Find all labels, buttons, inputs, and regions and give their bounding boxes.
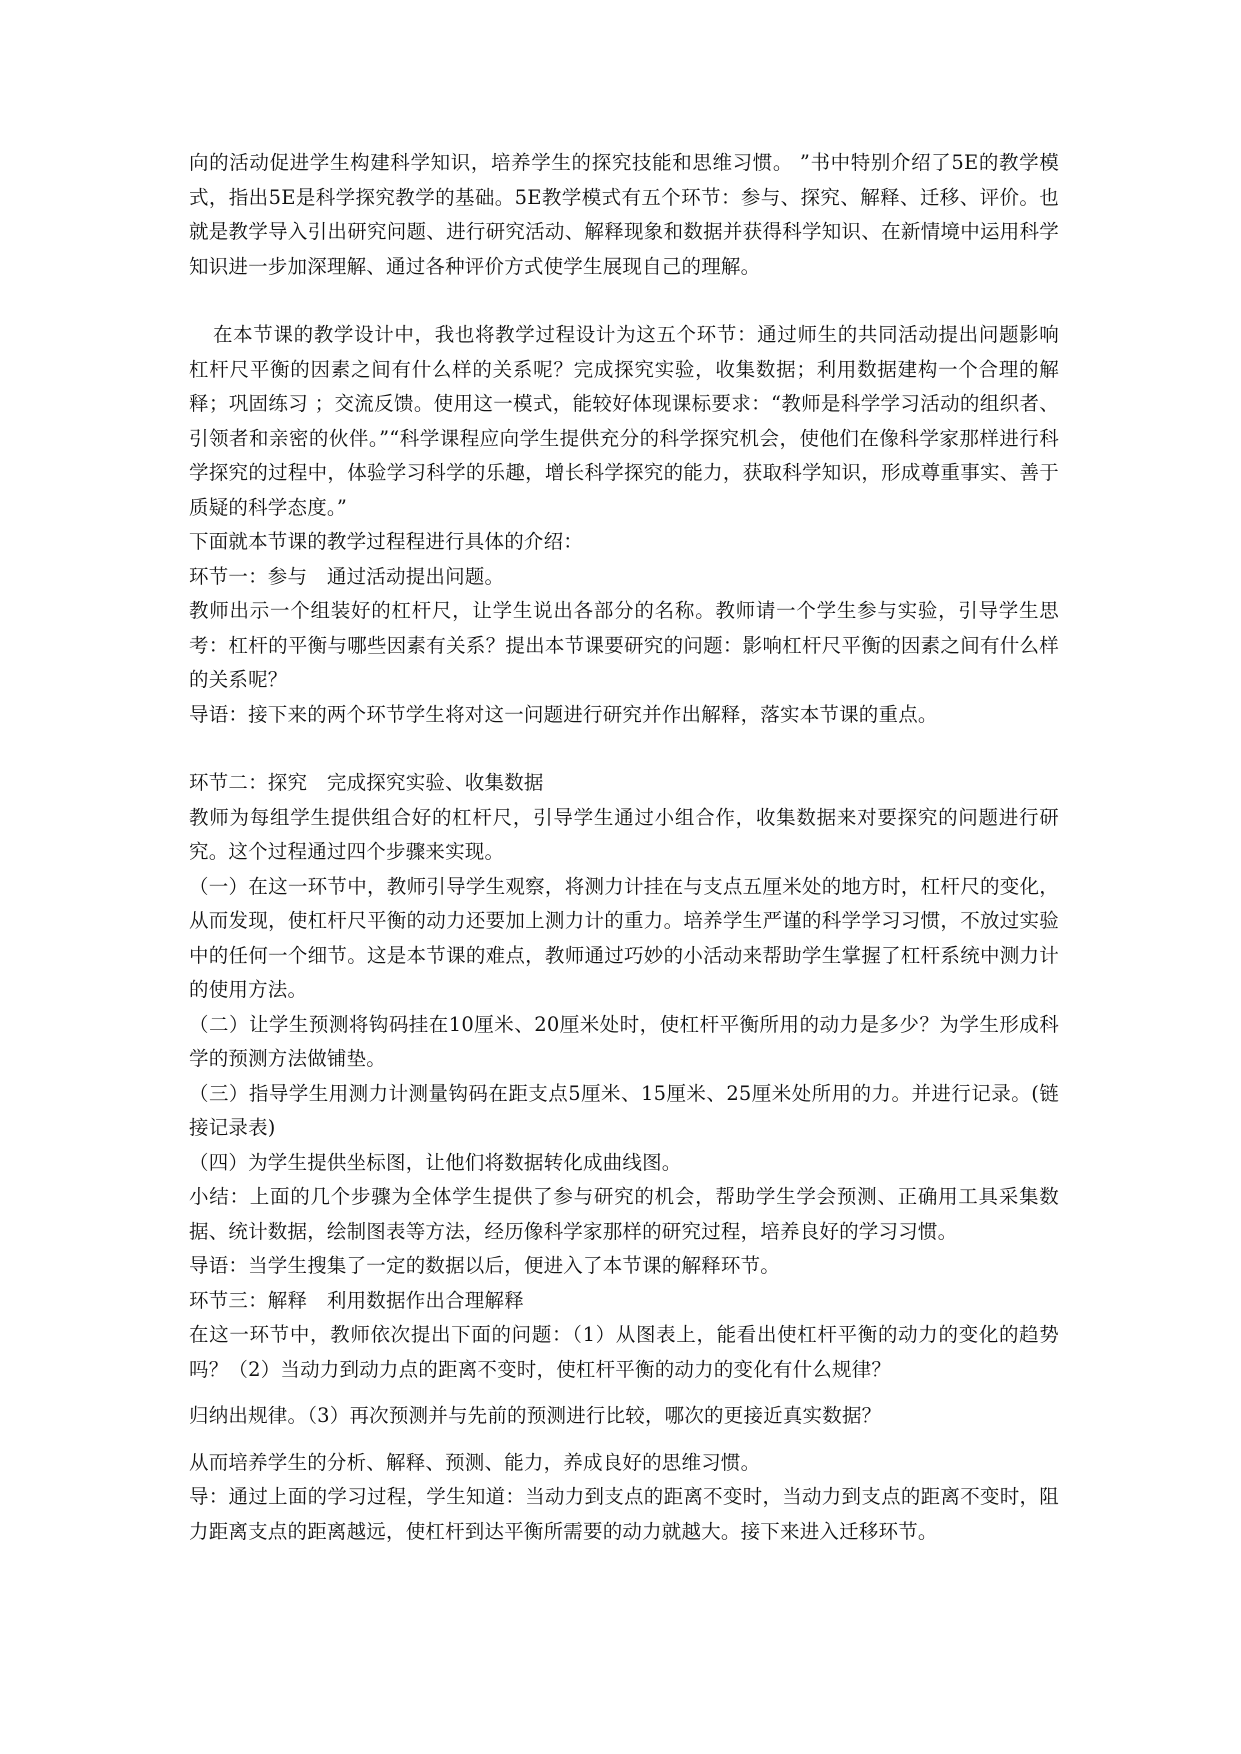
section-heading-stage-2: 环节二：探究 完成探究实验、收集数据: [189, 771, 544, 794]
paragraph-stage-1-lead: 导语：接下来的两个环节学生将对这一问题进行研究并作出解释，落实本节课的重点。: [189, 702, 938, 726]
paragraph-spacer: [189, 1387, 1059, 1399]
paragraph-intro-5e-model: 向的活动促进学生构建科学知识，培养学生的探究技能和思维习惯。 ”书中特别介绍了5E的教学模式，指出5E是科学探究教学的基础。5E教学模式有五个环节：参与、探究、解释、迁移、评价。也就是教学导入引出研究问题、进行研究活动、解释现象和数据并获得科学知识、在新情境中运用科学知识进一步加深理解、通过各种评价方式使学生展现自己的理解。: [189, 151, 1059, 278]
paragraph-stage-2-body: 教师为每组学生提供组合好的杠杆尺，引导学生通过小组合作，收集数据来对要探究的问题进行研究。这个过程通过四个步骤来实现。: [189, 805, 1059, 863]
paragraph-teaching-design: 在本节课的教学设计中，我也将教学过程设计为这五个环节：通过师生的共同活动提出问题影响杠杆尺平衡的因素之间有什么样的关系呢？完成探究实验，收集数据；利用数据建构一个合理的解释；巩固练习 ；交流反馈。使用这一模式，能较好体现课标要求：“教师是科学学习活动的组织者、引领者和亲密的伙伴。”“科学课程应向学生提供充分的科学探究机会，使他们在像科学家那样进行科学探究的过程中，体验学习科学的乐趣，增长科学探究的能力，获取科学知识，形成尊重事实、善于质疑的科学态度。”: [189, 323, 1059, 519]
paragraph-stage-3-rule: 归纳出规律。（3）再次预测并与先前的预测进行比较，哪次的更接近真实数据？: [189, 1404, 882, 1427]
section-heading-stage-3: 环节三：解释 利用数据作出合理解释: [189, 1288, 524, 1312]
paragraph-spacer: [189, 1434, 1059, 1446]
paragraph-process-intro: 下面就本节课的教学过程程进行具体的介绍：: [189, 530, 584, 553]
paragraph-spacer: [189, 732, 1059, 766]
paragraph-stage-2-lead: 导语：当学生搜集了一定的数据以后，便进入了本节课的解释环节。: [189, 1254, 781, 1277]
section-heading-stage-1: 环节一：参与 通过活动提出问题。: [189, 564, 505, 588]
paragraph-stage-3-outcome: 从而培养学生的分析、解释、预测、能力，养成良好的思维习惯。: [189, 1450, 761, 1474]
paragraph-stage-3-questions: 在这一环节中，教师依次提出下面的问题：（1）从图表上，能看出使杠杆平衡的动力的变化的趋势吗？（2）当动力到动力点的距离不变时，使杠杆平衡的动力的变化有什么规律？: [189, 1323, 1059, 1381]
paragraph-spacer: [189, 284, 1059, 318]
paragraph-step-1: （一）在这一环节中，教师引导学生观察，将测力计挂在与支点五厘米处的地方时，杠杆尺的变化，从而发现，使杠杆尺平衡的动力还要加上测力计的重力。培养学生严谨的科学学习习惯，不放过实验中的任何一个细节。这是本节课的难点，教师通过巧妙的小活动来帮助学生掌握了杠杆系统中测力计的使用方法。: [189, 874, 1059, 1001]
paragraph-summary: 小结：上面的几个步骤为全体学生提供了参与研究的机会，帮助学生学会预测、正确用工具采集数据、统计数据，绘制图表等方法，经历像科学家那样的研究过程，培养良好的学习习惯。: [189, 1185, 1059, 1243]
paragraph-stage-3-lead: 导：通过上面的学习过程，学生知道：当动力到支点的距离不变时，当动力到支点的距离不变时，阻力距离支点的距离越远，使杠杆到达平衡所需要的动力就越大。接下来进入迁移环节。: [189, 1485, 1059, 1543]
paragraph-step-4: （四）为学生提供坐标图，让他们将数据转化成曲线图。: [189, 1150, 682, 1174]
paragraph-step-2: （二）让学生预测将钩码挂在10厘米、20厘米处时，使杠杆平衡所用的动力是多少？为学生形成科学的预测方法做铺垫。: [189, 1012, 1059, 1070]
document-body: [189, 146, 1059, 1549]
paragraph-stage-1-body: 教师出示一个组装好的杠杆尺，让学生说出各部分的名称。教师请一个学生参与实验，引导学生思考：杠杆的平衡与哪些因素有关系？提出本节课要研究的问题：影响杠杆尺平衡的因素之间有什么样的关系呢？: [189, 599, 1059, 691]
paragraph-step-3: （三）指导学生用测力计测量钩码在距支点5厘米、15厘米、25厘米处所用的力。并进行记录。(链接记录表): [189, 1081, 1059, 1139]
